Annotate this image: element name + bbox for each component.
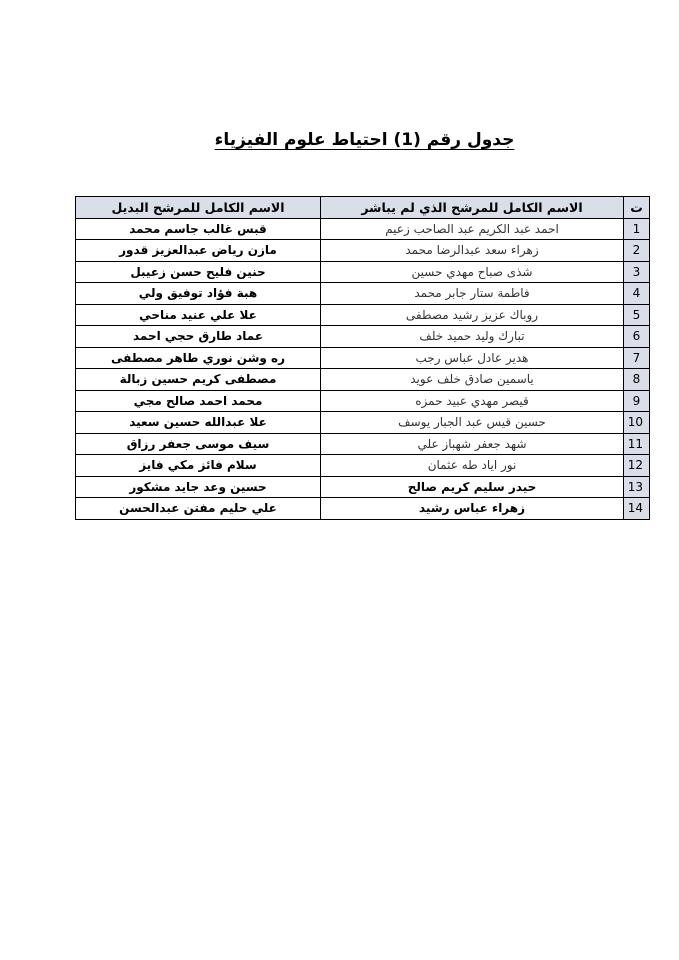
alternate-candidate-name: محمد احمد صالح مجي xyxy=(76,390,321,412)
row-number: 5 xyxy=(624,304,650,326)
row-number: 12 xyxy=(624,455,650,477)
table-row xyxy=(76,347,650,369)
row-number: 6 xyxy=(624,326,650,348)
document-title-container xyxy=(0,130,679,150)
header-alternate-candidate: الاسم الكامل للمرشح البديل xyxy=(76,197,321,219)
table-row xyxy=(76,390,650,412)
alternate-candidate-name: عماد طارق حجي احمد xyxy=(76,326,321,348)
header-number: ت xyxy=(624,197,650,219)
original-candidate-name: نور اياد طه عثمان xyxy=(321,455,624,477)
document-title: جدول رقم (1) احتياط علوم الفيزياء xyxy=(214,130,515,150)
original-candidate-name: هدير عادل عباس رجب xyxy=(321,347,624,369)
original-candidate-name: قيصر مهدي عبيد حمزه xyxy=(321,390,624,412)
alternate-candidate-name: علي حليم مفتن عبدالحسن xyxy=(76,498,321,520)
table-row xyxy=(76,369,650,391)
header-original-candidate: الاسم الكامل للمرشح الذي لم يباشر xyxy=(321,197,624,219)
table-row xyxy=(76,433,650,455)
alternate-candidate-name: مصطفى كريم حسين زبالة xyxy=(76,369,321,391)
table-row xyxy=(76,412,650,434)
table-row xyxy=(76,326,650,348)
row-number: 13 xyxy=(624,476,650,498)
alternate-candidate-name: علا عبدالله حسين سعيد xyxy=(76,412,321,434)
row-number: 4 xyxy=(624,283,650,305)
row-number: 2 xyxy=(624,240,650,262)
table-row xyxy=(76,498,650,520)
row-number: 8 xyxy=(624,369,650,391)
table-row xyxy=(76,476,650,498)
row-number: 3 xyxy=(624,261,650,283)
original-candidate-name: زهراء سعد عبدالرضا محمد xyxy=(321,240,624,262)
row-number: 14 xyxy=(624,498,650,520)
row-number: 9 xyxy=(624,390,650,412)
table-row xyxy=(76,283,650,305)
table-row xyxy=(76,240,650,262)
original-candidate-name: شذى صباح مهدي حسين xyxy=(321,261,624,283)
row-number: 11 xyxy=(624,433,650,455)
alternate-candidate-name: ره وشن نوري طاهر مصطفى xyxy=(76,347,321,369)
alternate-candidate-name: سلام فائز مكي فايز xyxy=(76,455,321,477)
table-row xyxy=(76,218,650,240)
original-candidate-name: شهد جعفر شهباز علي xyxy=(321,433,624,455)
row-number: 10 xyxy=(624,412,650,434)
alternate-candidate-name: علا علي عنيد مناحي xyxy=(76,304,321,326)
original-candidate-name: احمد عبد الكريم عبد الصاحب زعيم xyxy=(321,218,624,240)
table-row xyxy=(76,261,650,283)
alternate-candidate-name: حنين فليح حسن زعيبل xyxy=(76,261,321,283)
row-number: 7 xyxy=(624,347,650,369)
original-candidate-name: ياسمين صادق خلف عويد xyxy=(321,369,624,391)
original-candidate-name: روباك عزيز رشيد مصطفى xyxy=(321,304,624,326)
alternate-candidate-name: قبس غالب جاسم محمد xyxy=(76,218,321,240)
original-candidate-name: زهراء عباس رشيد xyxy=(321,498,624,520)
alternate-candidate-name: سيف موسى جعفر رزاق xyxy=(76,433,321,455)
original-candidate-name: حيدر سليم كريم صالح xyxy=(321,476,624,498)
table-header-row xyxy=(76,197,650,219)
alternate-candidate-name: مازن رياض عبدالعزيز قدور xyxy=(76,240,321,262)
original-candidate-name: حسين قيس عبد الجبار يوسف xyxy=(321,412,624,434)
table-row xyxy=(76,455,650,477)
substitutes-table xyxy=(75,196,650,520)
alternate-candidate-name: حسين وعد جايد مشكور xyxy=(76,476,321,498)
table-row xyxy=(76,304,650,326)
row-number: 1 xyxy=(624,218,650,240)
alternate-candidate-name: هبة فؤاد توفيق ولي xyxy=(76,283,321,305)
original-candidate-name: تبارك وليد حميد خلف xyxy=(321,326,624,348)
original-candidate-name: فاطمة ستار جابر محمد xyxy=(321,283,624,305)
